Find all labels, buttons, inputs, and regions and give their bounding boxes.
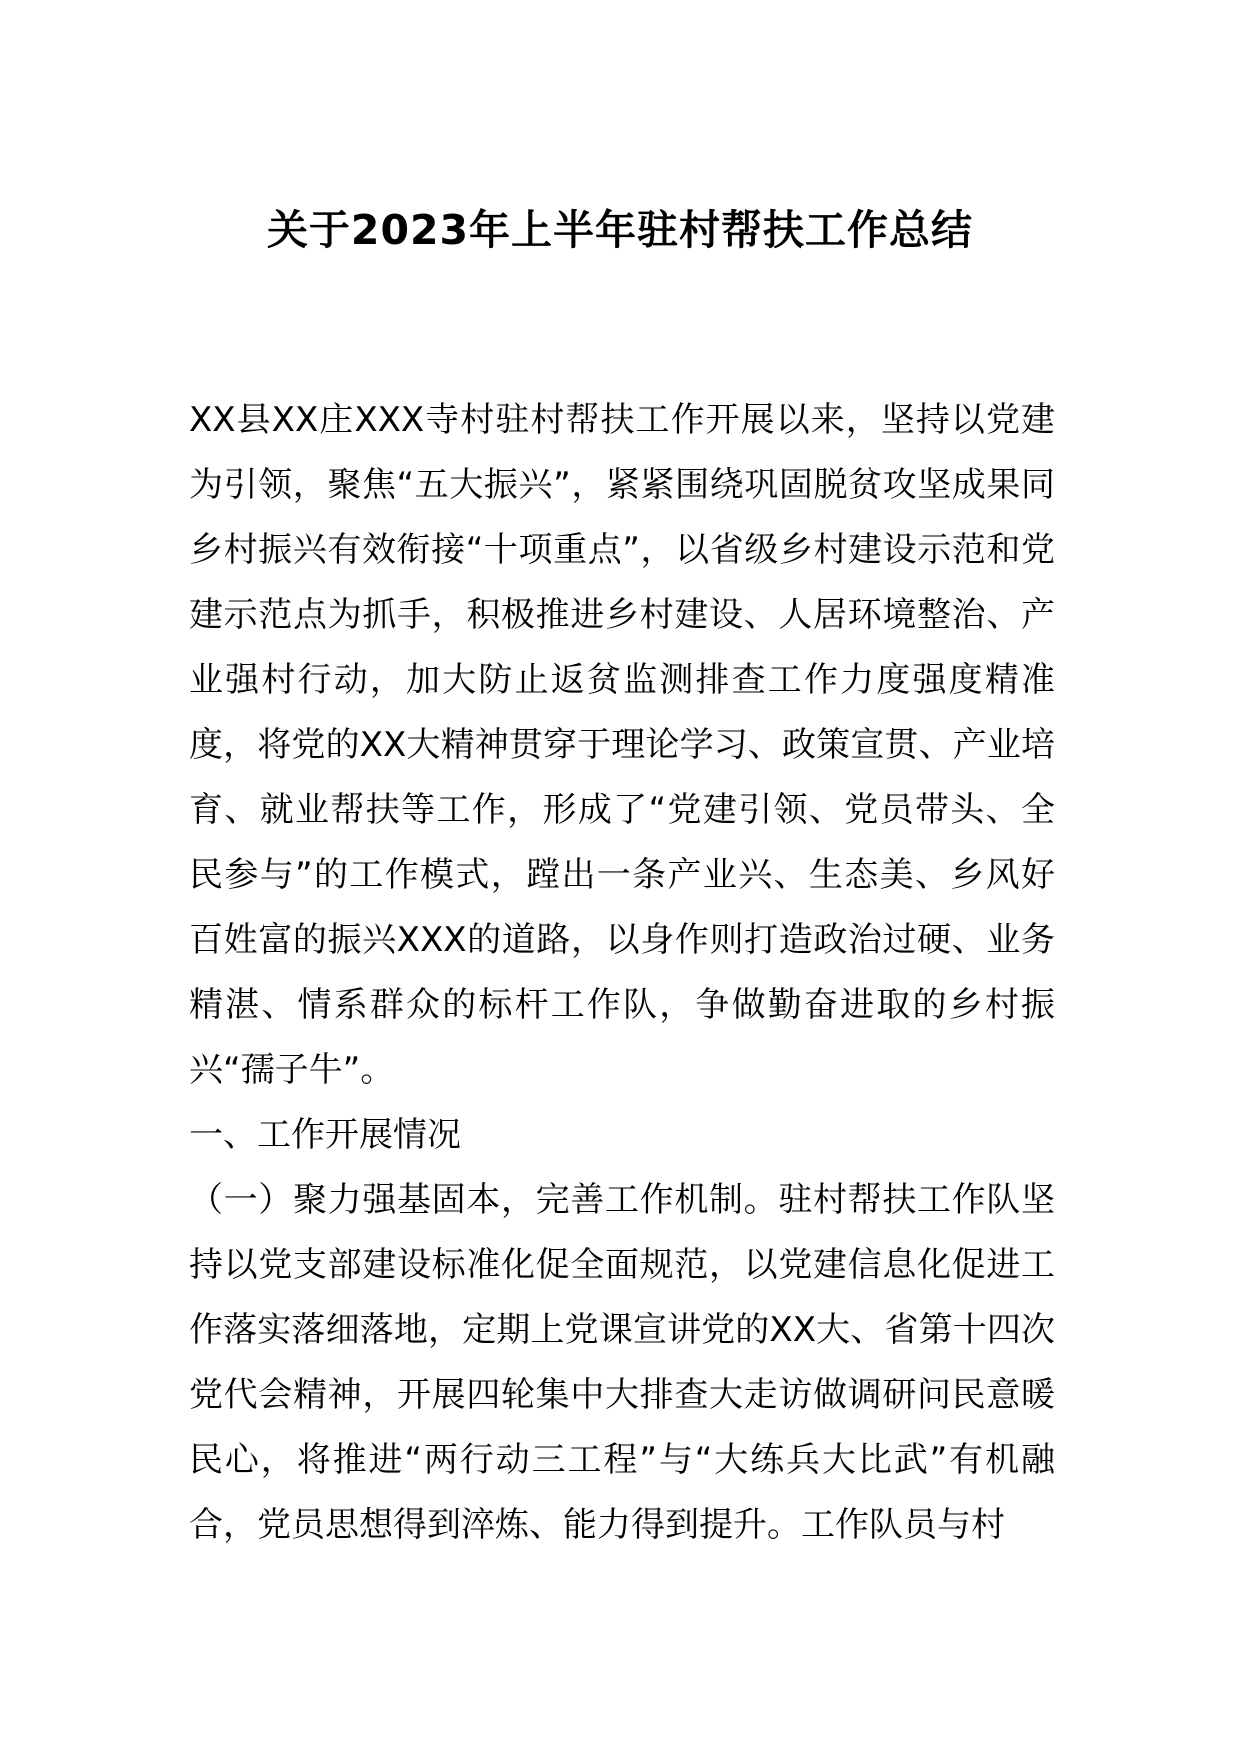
document-body [189,388,1055,1558]
section-heading: 一、工作开展情况 [189,1115,461,1155]
document-title: 关于2023年上半年驻村帮扶工作总结 [266,206,974,254]
subsection-paragraph: （一）聚力强基固本，完善工作机制。驻村帮扶工作队坚持以党支部建设标准化促全面规范，以党建信息化促进工作落实落细落地，定期上党课宣讲党的XX大、省第十四次党代会精神，开展四轮集中大排查大走访做调研问民意暖民心，将推进“两行动三工程”与“大练兵大比武”有机融合，党员思想得到淬炼、能力得到提升。工作队员与村 [189,1180,1055,1545]
intro-paragraph: XX县XX庄XXX寺村驻村帮扶工作开展以来，坚持以党建为引领，聚焦“五大振兴”，紧紧围绕巩固脱贫攻坚成果同乡村振兴有效衔接“十项重点”，以省级乡村建设示范和党建示范点为抓手，积极推进乡村建设、人居环境整治、产业强村行动，加大防止返贫监测排查工作力度强度精准度，将党的XX大精神贯穿于理论学习、政策宣贯、产业培育、就业帮扶等工作，形成了“党建引领、党员带头、全民参与”的工作模式，蹚出一条产业兴、生态美、乡风好百姓富的振兴XXX的道路，以身作则打造政治过硬、业务精湛、情系群众的标杆工作队，争做勤奋进取的乡村振兴“孺子牛”。 [189,400,1055,1090]
